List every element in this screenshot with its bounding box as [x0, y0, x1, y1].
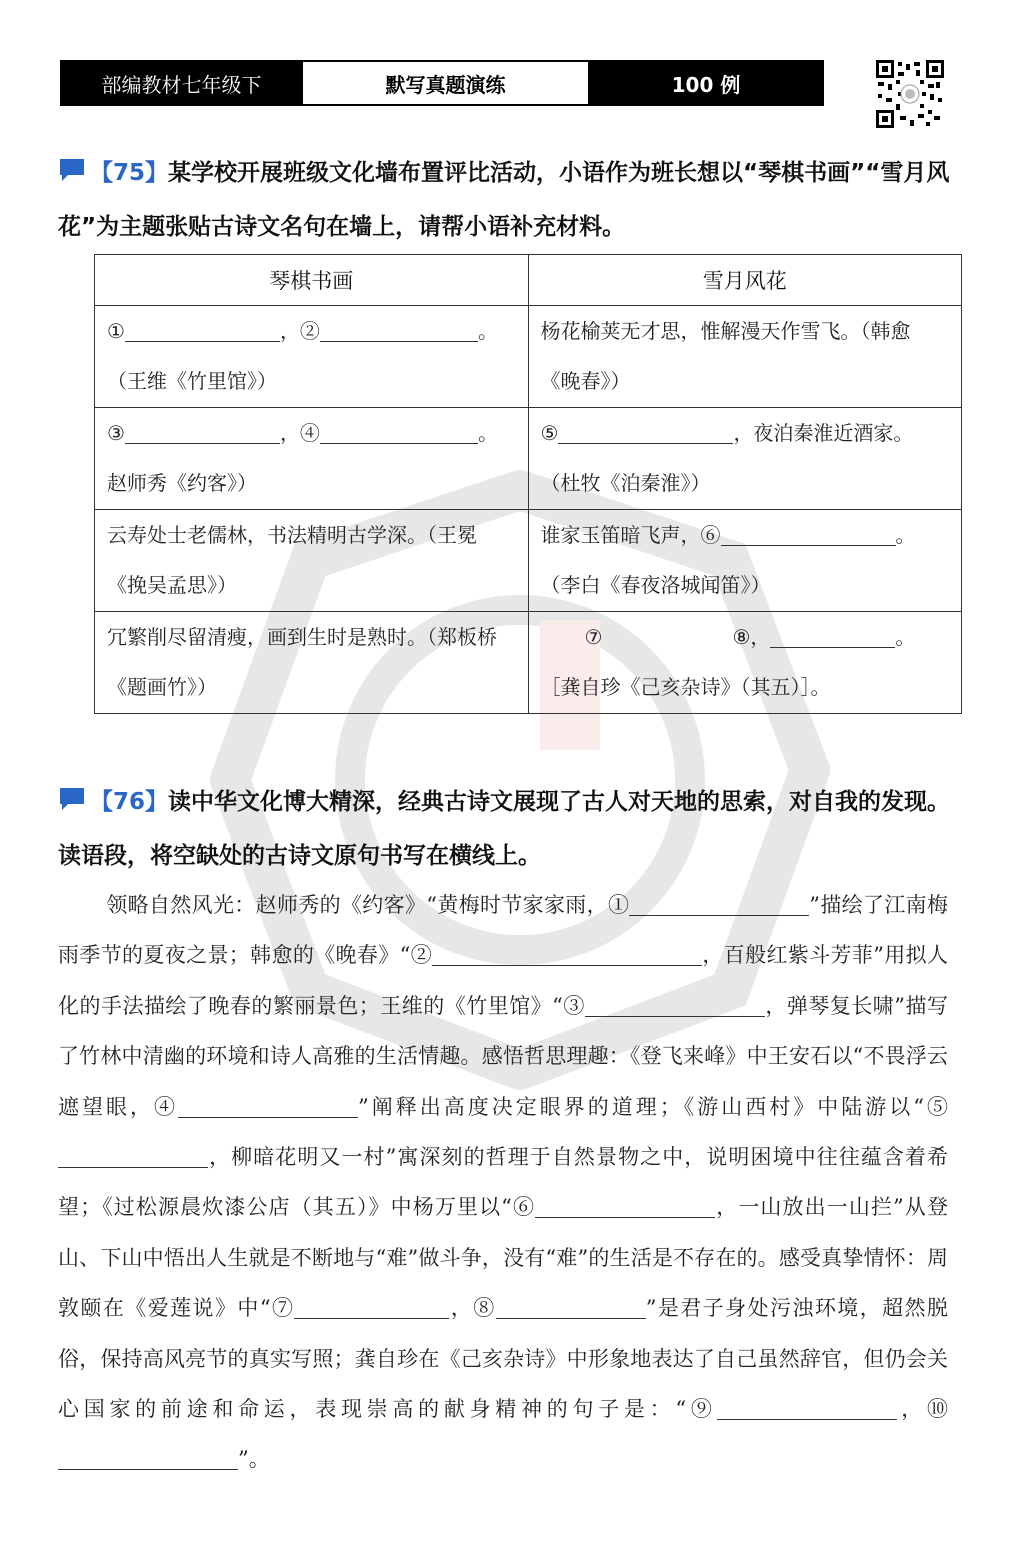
cell-text: （李白《春夜洛城闻笛》）	[540, 573, 771, 597]
cell-text: ⑧，	[732, 625, 771, 649]
material-table	[94, 254, 962, 714]
answer-blank[interactable]	[125, 423, 280, 444]
column-header: 雪月风花	[528, 255, 962, 306]
cell-text: ，夜泊秦淮近酒家。	[733, 421, 914, 445]
cell-text: ⑦	[584, 625, 603, 649]
answer-blank[interactable]	[58, 1146, 208, 1168]
question-number: 【75】	[90, 160, 169, 186]
answer-blank[interactable]	[535, 1196, 715, 1218]
table-cell: 杨花榆荚无才思，惟解漫天作雪飞。（韩愈《晚春》）	[528, 306, 962, 408]
qr-code-icon	[876, 60, 944, 128]
answer-blank[interactable]	[585, 995, 765, 1017]
cell-text: （王维《竹里馆》）	[107, 369, 277, 393]
answer-blank[interactable]	[320, 423, 478, 444]
table-cell	[528, 612, 962, 714]
question-text: 某学校开展班级文化墙布置评比活动，小语作为班长想以“琴棋书画”“雪月风花”为主题张贴古诗文名句在墙上，请帮小语补充材料。	[58, 160, 950, 240]
answer-blank[interactable]	[432, 944, 702, 966]
passage-text: ”描绘了江南梅雨季节的夏夜之景；韩愈的《晚春》“②	[58, 893, 948, 968]
passage-text: ，一山放出一山拦”从登山、下山中悟出人生就是不断地与“难”做斗争，没有“难”的生活是不存在的。感受真挚情怀：周敦颐在《爱莲说》中“⑦	[58, 1195, 948, 1321]
cell-text: 。	[477, 421, 498, 445]
cell-text: 谁家玉笛暗飞声，⑥	[540, 523, 721, 547]
cell-text: ［龚自珍《己亥杂诗》（其五）］。	[540, 675, 831, 699]
passage-text: ，弹琴复长啸”描写了竹林中清幽的环境和诗人高雅的生活情趣。感悟哲思理趣：《登飞来峰》中王安石以“不畏浮云遮望眼，④	[58, 993, 948, 1119]
answer-blank[interactable]	[717, 1398, 897, 1420]
header-left: 部编教材七年级下	[62, 62, 301, 104]
column-header: 琴棋书画	[95, 255, 529, 306]
table-cell	[528, 408, 962, 510]
answer-blank[interactable]	[320, 321, 478, 342]
answer-blank[interactable]	[178, 1096, 358, 1118]
header-right: 100 例	[590, 62, 822, 104]
passage-text: ，⑩	[896, 1397, 949, 1422]
table-cell	[95, 408, 529, 510]
table-cell	[95, 306, 529, 408]
cell-text: ⑤	[540, 421, 559, 445]
passage-text: ”。	[238, 1447, 270, 1472]
cell-text: 。	[895, 625, 916, 649]
passage	[58, 880, 948, 1485]
cell-text: 。	[895, 523, 916, 547]
cell-text: 赵师秀《约客》）	[107, 471, 257, 495]
answer-blank[interactable]	[294, 1297, 449, 1319]
answer-blank[interactable]	[558, 423, 733, 444]
header-bar	[60, 60, 824, 106]
passage-text: ”是君子身处污浊环境，超然脱俗，保持高风亮节的真实写照；龚自珍在《己亥杂诗》中形象地表达了自己虽然辞官，但仍会关心国家的前途和命运，表现崇高的献身精神的句子是：“⑨	[58, 1296, 948, 1422]
passage-text: ，⑧	[449, 1296, 496, 1321]
question-text: 读中华文化博大精深，经典古诗文展现了古人对天地的思索，对自我的发现。读语段，将空缺处的古诗文原句书写在横线上。	[58, 789, 951, 869]
comment-icon	[58, 786, 86, 812]
question-76	[58, 775, 958, 883]
answer-blank[interactable]	[770, 627, 895, 648]
cell-text: ③	[107, 421, 125, 445]
cell-text: ，④	[279, 421, 320, 445]
answer-blank[interactable]	[125, 321, 280, 342]
question-75	[58, 146, 958, 254]
answer-blank[interactable]	[602, 627, 732, 648]
answer-blank[interactable]	[721, 525, 896, 546]
cell-text: ①	[107, 319, 125, 343]
answer-blank[interactable]	[496, 1297, 646, 1319]
passage-text: ，百般红紫斗芳菲”用拟人化的手法描绘了晚春的繁丽景色；王维的《竹里馆》“③	[58, 943, 948, 1018]
passage-text: ”阐释出高度决定眼界的道理；《游山西村》中陆游以“⑤	[358, 1094, 948, 1119]
cell-text: ，②	[279, 319, 320, 343]
cell-text: （杜牧《泊秦淮》）	[540, 471, 711, 495]
answer-blank[interactable]	[58, 1448, 238, 1470]
question-number: 【76】	[90, 789, 169, 815]
passage-text: 领略自然风光：赵师秀的《约客》“黄梅时节家家雨，①	[106, 893, 630, 917]
comment-icon	[58, 157, 86, 183]
answer-blank[interactable]	[629, 894, 809, 916]
table-cell: 冗繁削尽留清瘦，画到生时是熟时。（郑板桥《题画竹》）	[95, 612, 529, 714]
table-cell: 云寿处士老儒林，书法精明古学深。（王冕《挽吴孟思》）	[95, 510, 529, 612]
cell-text: 。	[477, 319, 498, 343]
header-middle: 默写真题演练	[301, 62, 590, 104]
table-cell	[528, 510, 962, 612]
passage-text: ，柳暗花明又一村”寓深刻的哲理于自然景物之中，说明困境中往往蕴含着希望；《过松源晨炊漆公店（其五）》中杨万里以“⑥	[58, 1145, 948, 1220]
